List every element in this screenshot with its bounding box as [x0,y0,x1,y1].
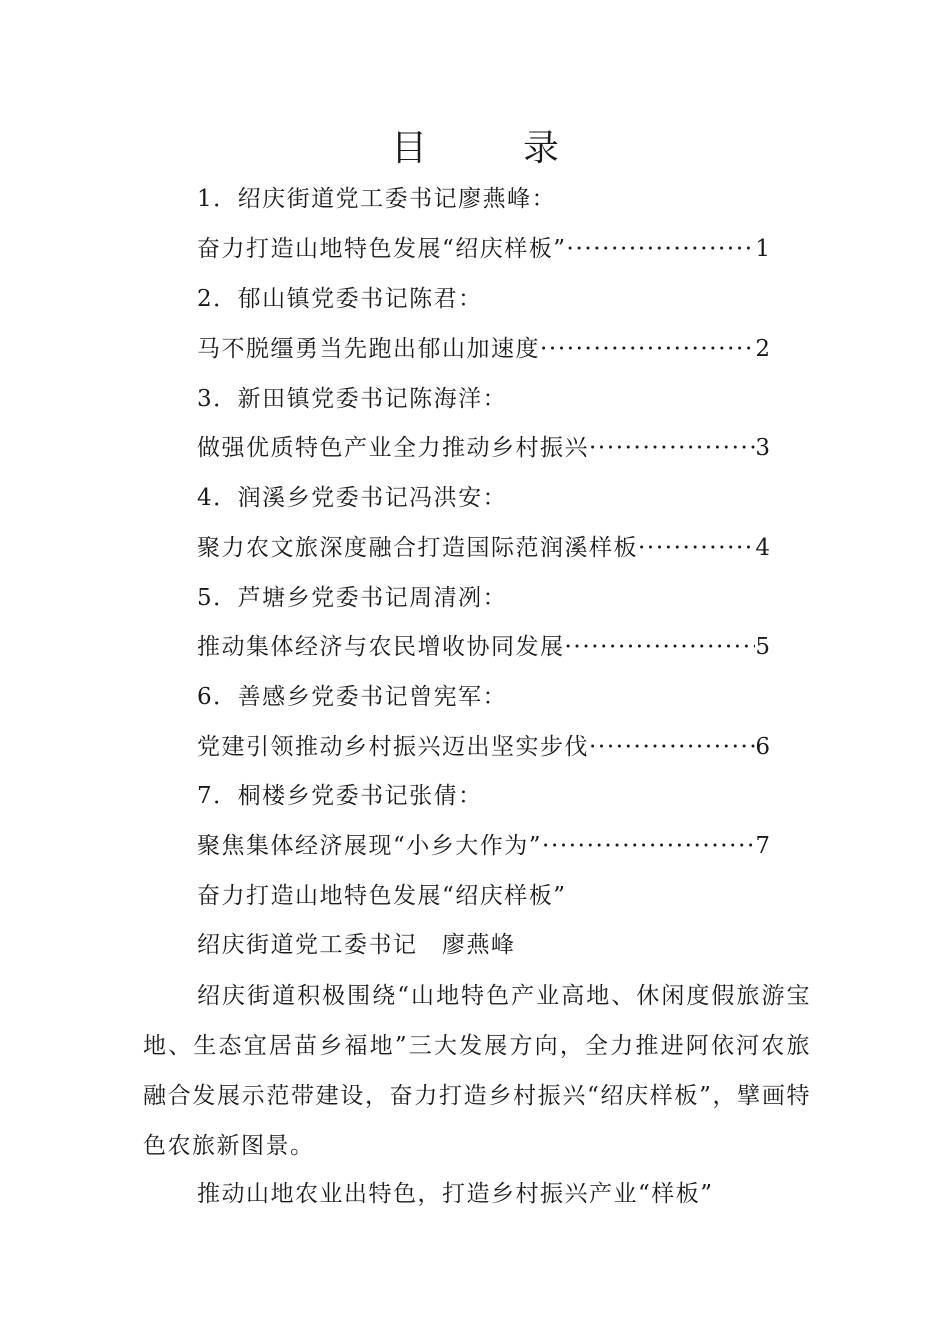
toc-entry-title: 马不脱缰勇当先跑出郁山加速度 [197,336,540,362]
toc-leader-dots [638,532,755,564]
toc-heading: 1．绍庆街道党工委书记廖燕峰： [197,186,557,212]
toc-page-number: 1 [755,236,770,262]
toc-leader-dots [567,233,756,265]
toc-page-number: 5 [755,634,770,660]
toc-leader-dots [542,830,755,862]
toc-page-number: 3 [755,435,770,461]
toc-leader-dots [565,631,756,663]
toc-page-number: 4 [755,535,770,561]
article-title: 奋力打造山地特色发展“绍庆样板” [197,883,567,909]
toc-leader-dots [589,432,755,464]
toc-heading: 6．善感乡党委书记曾宪军： [197,684,508,710]
toc-entry-title: 奋力打造山地特色发展“绍庆样板” [197,236,567,262]
toc-entry-title: 推动集体经济与农民增收协同发展 [197,634,565,660]
toc-entry[interactable] [197,532,770,564]
toc-entry-title: 聚力农文旅深度融合打造国际范润溪样板 [197,535,638,561]
toc-entry[interactable] [197,830,770,862]
toc-entry-title: 党建引领推动乡村振兴迈出坚实步伐 [197,734,589,760]
toc-page-number: 6 [755,734,770,760]
toc-page-number: 2 [755,336,770,362]
toc-entry-title: 做强优质特色产业全力推动乡村振兴 [197,435,589,461]
toc-entry-title: 聚焦集体经济展现“小乡大作为” [197,833,543,859]
toc-title: 目 录 [390,128,589,169]
toc-heading: 2．郁山镇党委书记陈君： [197,286,483,312]
toc-leader-dots [589,731,755,763]
toc-entry[interactable] [197,233,770,265]
toc-heading: 3．新田镇党委书记陈海洋： [197,386,508,412]
toc-entry[interactable] [197,333,770,365]
toc-entry[interactable] [197,631,770,663]
toc-heading: 7．桐楼乡党委书记张倩： [197,783,483,809]
toc-heading: 4．润溪乡党委书记冯洪安： [197,485,508,511]
article-byline: 绍庆街道党工委书记 廖燕峰 [197,932,516,958]
article-paragraph: 绍庆街道积极围绕“山地特色产业高地、休闲度假旅游宝地、生态宜居苗乡福地”三大发展方向，全力推进阿依河农旅融合发展示范带建设，奋力打造乡村振兴“绍庆样板”，擘画特色农旅新图景。 [143,983,811,1159]
toc-entry[interactable] [197,432,770,464]
toc-heading: 5．芦塘乡党委书记周清冽： [197,585,508,611]
toc-leader-dots [540,333,755,365]
article-subheading: 推动山地农业出特色，打造乡村振兴产业“样板” [197,1181,714,1207]
toc-page-number: 7 [755,833,770,859]
toc-entry[interactable] [197,731,770,763]
